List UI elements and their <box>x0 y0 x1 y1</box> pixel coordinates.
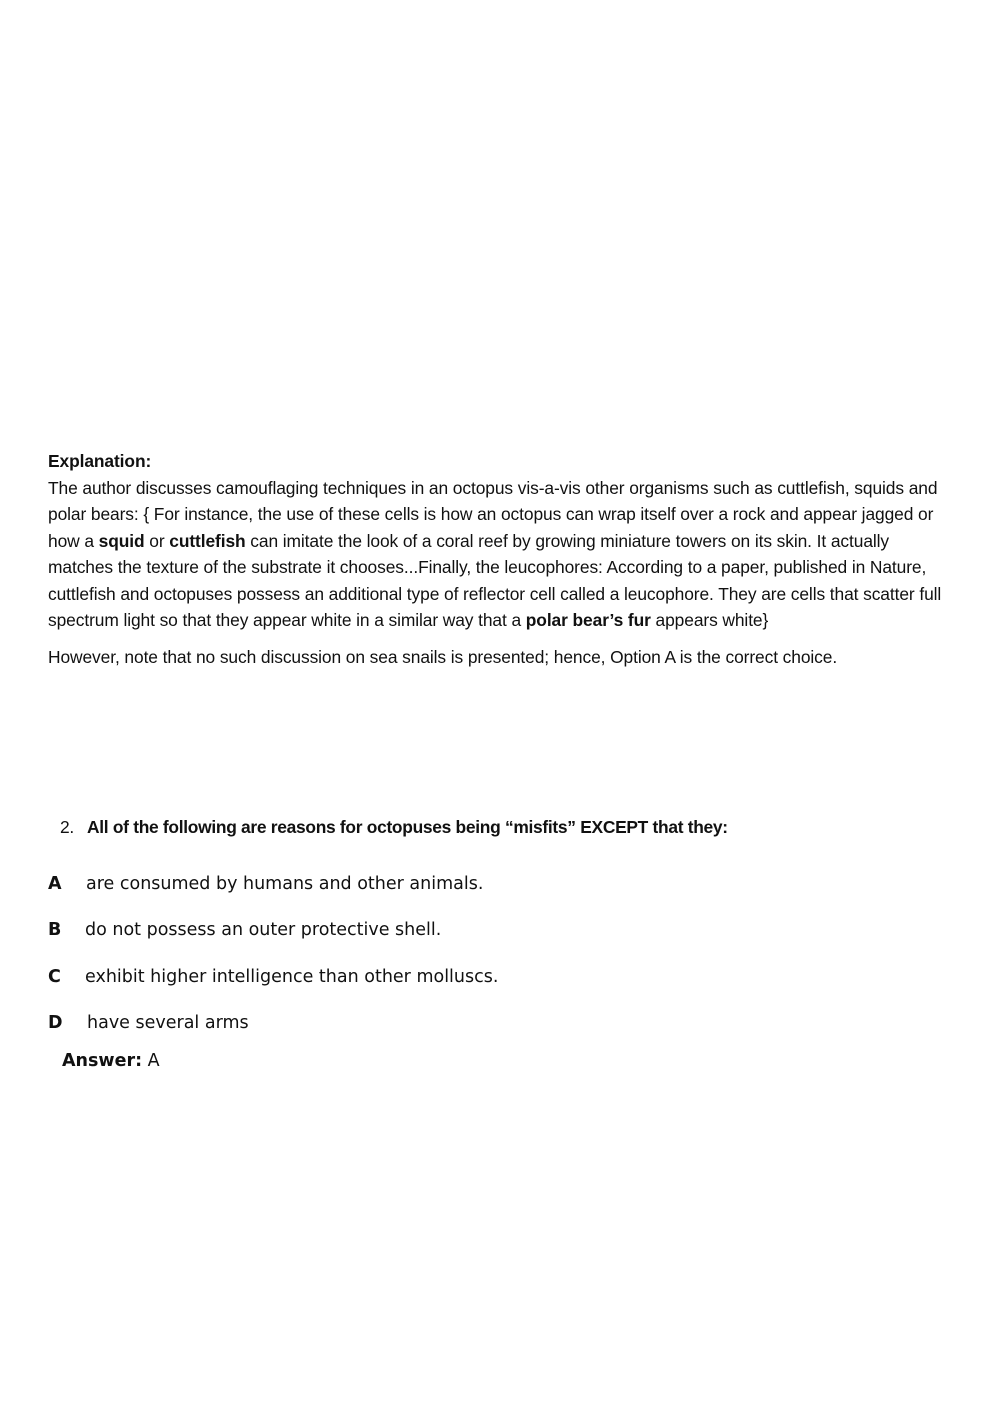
answer-line <box>62 1051 160 1071</box>
option-text: have several arms <box>87 1012 249 1033</box>
answer-value: A <box>147 1051 160 1071</box>
emphasis-cuttlefish: cuttlefish <box>169 530 246 551</box>
explanation-conclusion: However, note that no such discussion on sea snails is presented; hence, Option A is the correct choice. <box>48 646 838 667</box>
question-stem <box>60 814 728 840</box>
explanation-text-3: can imitate the look of a coral reef by growing miniature towers on its skin. It actually matches the texture of the substrate it chooses...Finally, the leucophores: According to a paper, published in Nature, cuttlefish and octopuses possess an additional type of reflector cell called a leucophore. They are cells that scatter full spectrum light so that they appear white in a similar way that a <box>48 530 942 630</box>
explanation-text-2: or <box>144 530 170 551</box>
option-letter: B <box>48 920 62 941</box>
option-letter: C <box>48 966 61 987</box>
option-text: exhibit higher intelligence than other molluscs. <box>85 966 499 987</box>
explanation-text-1: The author discusses camouflaging techniques in an octopus vis-a-vis other organisms such as cuttlefish, squids and polar bears: { For instance, the use of these cells is how an octopus can wrap itself over a rock and appear jagged or how a <box>48 477 938 551</box>
option-letter: D <box>48 1012 63 1033</box>
emphasis-squid: squid <box>98 530 145 551</box>
question-number: 2. <box>60 817 74 837</box>
explanation-section <box>48 448 948 670</box>
explanation-text-4: appears white} <box>650 610 769 630</box>
explanation-paragraph <box>48 475 948 634</box>
emphasis-polar-bear-fur: polar bear’s fur <box>525 610 651 630</box>
option-text: are consumed by humans and other animals. <box>86 874 484 894</box>
option-letter: A <box>48 874 62 894</box>
explanation-heading: Explanation: <box>48 451 152 471</box>
option-text: do not possess an outer protective shell. <box>85 920 442 941</box>
question-text: All of the following are reasons for octopuses being “misfits” EXCEPT that they: <box>87 817 728 837</box>
answer-label: Answer: <box>62 1051 143 1071</box>
